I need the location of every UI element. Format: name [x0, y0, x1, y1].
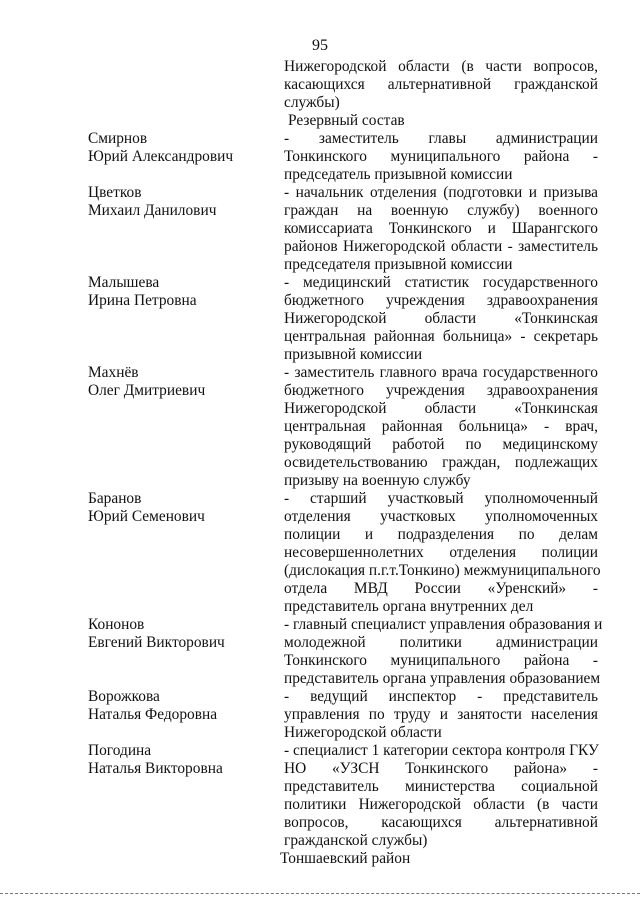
member-surname: Баранов [88, 490, 142, 507]
member-surname: Погодина [88, 742, 152, 759]
member-given-name: Олег Дмитриевич [88, 382, 206, 399]
member-surname: Цветков [88, 184, 142, 201]
member-role-line: граждан на военную службу) военного [284, 202, 598, 219]
member-role-line: представитель органа управления образованием [284, 670, 601, 687]
intro-line: службы) [284, 94, 340, 111]
member-role-line: освидетельствованию граждан, подлежащих [284, 454, 598, 471]
member-role-line: центральная районная больница» - секретарь [284, 328, 598, 345]
member-role-line: Тонкинского муниципального района - [284, 652, 598, 669]
member-role-line: центральная районная больница» - врач, [284, 418, 598, 435]
section-heading: Резервный состав [288, 112, 405, 129]
member-role-line: районов Нижегородской области - заместитель [284, 238, 598, 255]
member-surname: Ворожкова [88, 688, 160, 705]
member-role-line: - главный специалист управления образования и [284, 616, 603, 633]
member-role-line: Нижегородской области «Тонкинская [284, 310, 598, 327]
member-role-line: - старший участковый уполномоченный [284, 490, 598, 507]
intro-line: касающихся альтернативной гражданской [284, 76, 598, 93]
member-surname: Малышева [88, 274, 160, 291]
member-role-line: бюджетного учреждения здравоохранения [284, 292, 598, 309]
member-surname: Махнёв [88, 364, 139, 381]
member-given-name: Юрий Семенович [88, 508, 205, 525]
member-given-name: Ирина Петровна [88, 292, 197, 309]
member-given-name: Наталья Федоровна [88, 706, 218, 723]
member-role-line: представитель министерства социальной [284, 778, 598, 795]
member-role-line: (дислокация п.г.т.Тонкино) межмуниципального [284, 562, 601, 579]
member-role-line: гражданской службы) [284, 832, 428, 849]
member-role-line: призыву на военную службу [284, 472, 471, 489]
member-role-line: молодежной политики администрации [284, 634, 598, 651]
member-role-line: вопросов, касающихся альтернативной [284, 814, 598, 831]
member-given-name: Юрий Александрович [88, 148, 234, 165]
scan-bottom-rule [0, 893, 640, 894]
district-heading: Тоншаевский район [280, 850, 411, 867]
member-role-line: - ведущий инспектор - представитель [284, 688, 598, 705]
member-given-name: Евгений Викторович [88, 634, 225, 651]
member-role-line: комиссариата Тонкинского и Шарангского [284, 220, 598, 237]
page-number: 95 [312, 37, 328, 54]
member-role-line: Нижегородской области [284, 724, 442, 741]
member-role-line: отдела МВД России «Уренский» - [284, 580, 598, 597]
member-role-line: представитель органа внутренних дел [284, 598, 534, 615]
member-role-line: руководящий работой по медицинскому [284, 436, 598, 453]
member-role-line: несовершеннолетних отделения полиции [284, 544, 598, 561]
member-role-line: полиции и подразделения по делам [284, 526, 598, 543]
member-role-line: - начальник отделения (подготовки и призыва [284, 184, 598, 201]
member-surname: Кононов [88, 616, 145, 633]
member-role-line: НО «УЗСН Тонкинского района» - [284, 760, 598, 777]
member-role-line: председатель призывной комиссии [284, 166, 513, 183]
member-role-line: призывной комиссии [284, 346, 423, 363]
member-role-line: политики Нижегородской области (в части [284, 796, 598, 813]
member-role-line: Нижегородской области «Тонкинская [284, 400, 598, 417]
intro-line: Нижегородской области (в части вопросов, [284, 58, 598, 75]
member-role-line: Тонкинского муниципального района - [284, 148, 598, 165]
member-role-line: - заместитель главного врача государственного [284, 364, 598, 381]
member-role-line: - медицинский статистик государственного [284, 274, 598, 291]
member-surname: Смирнов [88, 130, 148, 147]
member-role-line: управления по труду и занятости населения [284, 706, 598, 723]
member-role-line: отделения участковых уполномоченных [284, 508, 598, 525]
member-role-line: - специалист 1 категории сектора контроля ГКУ [284, 742, 599, 759]
member-role-line: - заместитель главы администрации [284, 130, 598, 147]
member-given-name: Наталья Викторовна [88, 760, 223, 777]
member-role-line: председателя призывной комиссии [284, 256, 513, 273]
member-given-name: Михаил Данилович [88, 202, 217, 219]
member-role-line: бюджетного учреждения здравоохранения [284, 382, 598, 399]
